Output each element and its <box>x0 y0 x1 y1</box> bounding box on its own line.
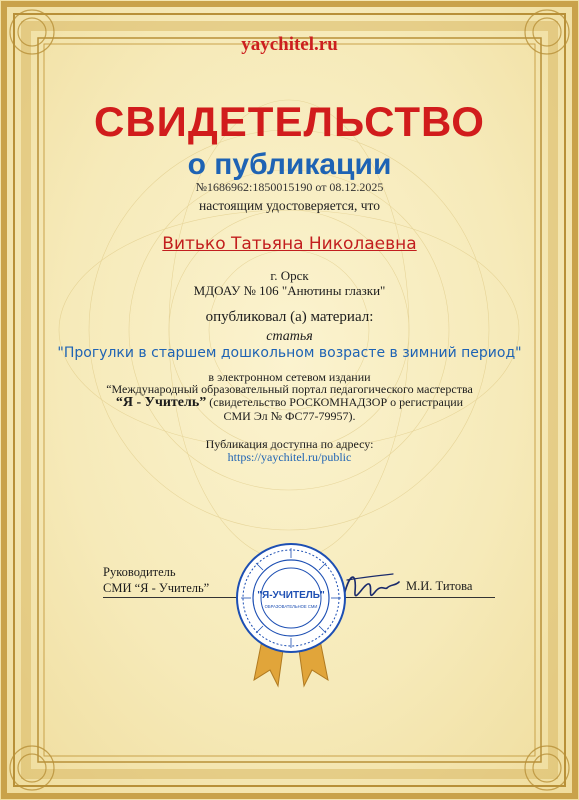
seal-center-text: "Я-УЧИТЕЛЬ" <box>257 590 325 601</box>
signature-line-left <box>103 597 243 598</box>
signer-media: СМИ “Я - Учитель” <box>103 581 210 595</box>
registration-part1: (свидетельство РОСКОМНАДЗОР о регистрации <box>209 395 464 409</box>
portal-brand: “Я - Учитель” <box>115 395 207 410</box>
material-title: "Прогулки в старшем дошкольном возрасте в зимний период" <box>57 345 522 361</box>
availability-label: Публикация доступна по адресу: <box>205 437 374 451</box>
portal-name: “Международный образовательный портал педагогического мастерства <box>106 382 473 396</box>
site-name[interactable]: yaychitel.ru <box>241 34 338 55</box>
organization: МДОАУ № 106 "Анютины глазки" <box>193 283 386 298</box>
certificate-title: СВИДЕТЕЛЬСТВО <box>94 98 485 145</box>
recipient-name: Витько Татьяна Николаевна <box>162 234 417 254</box>
seal-sub-text: ОБРАЗОВАТЕЛЬНОЕ СМИ <box>264 604 318 609</box>
signer-name: М.И. Титова <box>406 579 473 593</box>
city: г. Орск <box>270 268 309 283</box>
registration-part2: СМИ Эл № ФС77-79957). <box>223 409 356 423</box>
signer-role: Руководитель <box>103 565 176 579</box>
certificate-subtitle: о публикации <box>187 148 392 181</box>
published-label: опубликовал (а) материал: <box>205 309 374 325</box>
certificate-number: №1686962:1850015190 от 08.12.2025 <box>195 180 384 194</box>
publication-link[interactable]: https://yaychitel.ru/public <box>227 450 352 464</box>
edition-intro: в электронном сетевом издании <box>208 370 371 384</box>
seal-stamp <box>226 540 356 690</box>
confirm-line: настоящим удостоверяется, что <box>198 198 380 213</box>
material-type: статья <box>266 329 313 344</box>
